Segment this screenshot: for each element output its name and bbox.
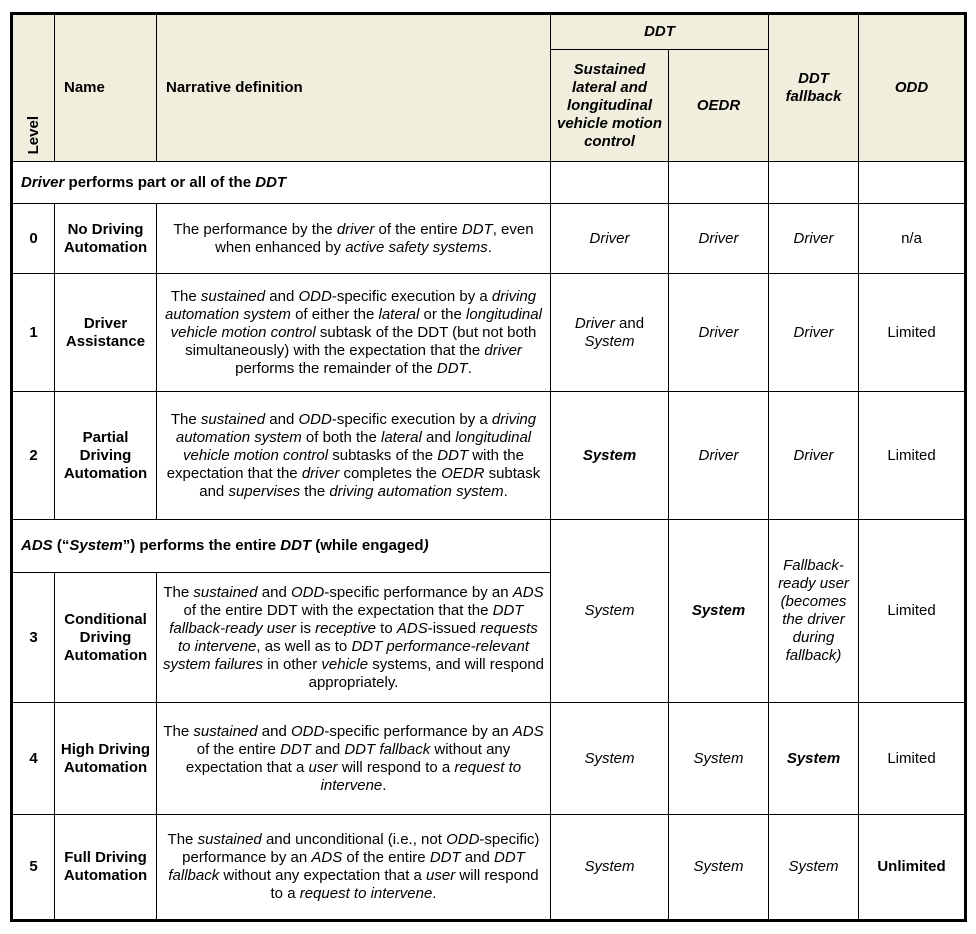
- oedr-cell: System: [669, 703, 769, 815]
- fallback-cell: Driver: [769, 392, 859, 520]
- level-name: Partial Driving Automation: [55, 392, 157, 520]
- section1-empty-cell: [859, 162, 966, 204]
- sae-levels-table: [10, 12, 967, 922]
- level-name: Full Driving Automation: [55, 815, 157, 921]
- fallback-cell: System: [769, 703, 859, 815]
- level-number: 0: [12, 204, 55, 274]
- odd-cell: Limited: [859, 392, 966, 520]
- level-number: 1: [12, 274, 55, 392]
- sustained-cell: Driver: [551, 204, 669, 274]
- level-number: 2: [12, 392, 55, 520]
- sustained-cell: System: [551, 520, 669, 703]
- odd-cell: Unlimited: [859, 815, 966, 921]
- section-ads-performs: ADS (“System”) performs the entire DDT (while engaged): [12, 520, 551, 573]
- sustained-cell: System: [551, 392, 669, 520]
- odd-cell: n/a: [859, 204, 966, 274]
- table-row: [12, 274, 966, 392]
- level-number: 4: [12, 703, 55, 815]
- name-header: Name: [55, 14, 157, 162]
- level-name: Driver Assistance: [55, 274, 157, 392]
- sustained-cell: System: [551, 703, 669, 815]
- oedr-cell: System: [669, 520, 769, 703]
- section1-empty-cell: [551, 162, 669, 204]
- table-row: [12, 204, 966, 274]
- sustained-cell: Driver and System: [551, 274, 669, 392]
- level-definition: The sustained and ODD-specific execution by a driving automation system of either the lateral or the longitudinal vehicle motion control subtask of the DDT (but not both simultaneously) with the expectation that the driver performs the remainder of the DDT.: [157, 274, 551, 392]
- odd-cell: Limited: [859, 520, 966, 703]
- level-definition: The sustained and ODD-specific performance by an ADS of the entire DDT and DDT fallback without any expectation that a user will respond to a request to intervene.: [157, 703, 551, 815]
- sustained-header: Sustained lateral and longitudinal vehicle motion control: [551, 50, 669, 162]
- narrative-header: Narrative definition: [157, 14, 551, 162]
- fallback-cell: System: [769, 815, 859, 921]
- ddt-header: DDT: [551, 14, 769, 50]
- odd-header: ODD: [859, 14, 966, 162]
- fallback-cell: Driver: [769, 274, 859, 392]
- oedr-header: OEDR: [669, 50, 769, 162]
- level-header: Level: [12, 14, 55, 162]
- oedr-cell: Driver: [669, 274, 769, 392]
- sustained-cell: System: [551, 815, 669, 921]
- section1-empty-cell: [669, 162, 769, 204]
- odd-cell: Limited: [859, 274, 966, 392]
- level-number: 3: [12, 573, 55, 703]
- level-definition: The sustained and ODD-specific performance by an ADS of the entire DDT with the expectation that the DDT fallback-ready user is receptive to ADS-issued requests to intervene, as well as to DDT performance-relevant system failures in other vehicle systems, and will respond appropriately.: [157, 573, 551, 703]
- odd-cell: Limited: [859, 703, 966, 815]
- section1-empty-cell: [769, 162, 859, 204]
- level-name: High Driving Automation: [55, 703, 157, 815]
- level-definition: The performance by the driver of the entire DDT, even when enhanced by active safety systems.: [157, 204, 551, 274]
- level-definition: The sustained and unconditional (i.e., not ODD-specific) performance by an ADS of the entire DDT and DDT fallback without any expectation that a user will respond to a request to intervene.: [157, 815, 551, 921]
- oedr-cell: Driver: [669, 392, 769, 520]
- table-row: [12, 703, 966, 815]
- level-definition: The sustained and ODD-specific execution by a driving automation system of both the lateral and longitudinal vehicle motion control subtasks of the DDT with the expectation that the driver completes the OEDR subtask and supervises the driving automation system.: [157, 392, 551, 520]
- level-name: No Driving Automation: [55, 204, 157, 274]
- oedr-cell: System: [669, 815, 769, 921]
- fallback-cell: Fallback-ready user (becomes the driver during fallback): [769, 520, 859, 703]
- fallback-header: DDT fallback: [769, 14, 859, 162]
- fallback-cell: Driver: [769, 204, 859, 274]
- level-name: Conditional Driving Automation: [55, 573, 157, 703]
- table-row: [12, 392, 966, 520]
- oedr-cell: Driver: [669, 204, 769, 274]
- level-number: 5: [12, 815, 55, 921]
- section-driver-performs: Driver performs part or all of the DDT: [12, 162, 551, 204]
- table-row: [12, 815, 966, 921]
